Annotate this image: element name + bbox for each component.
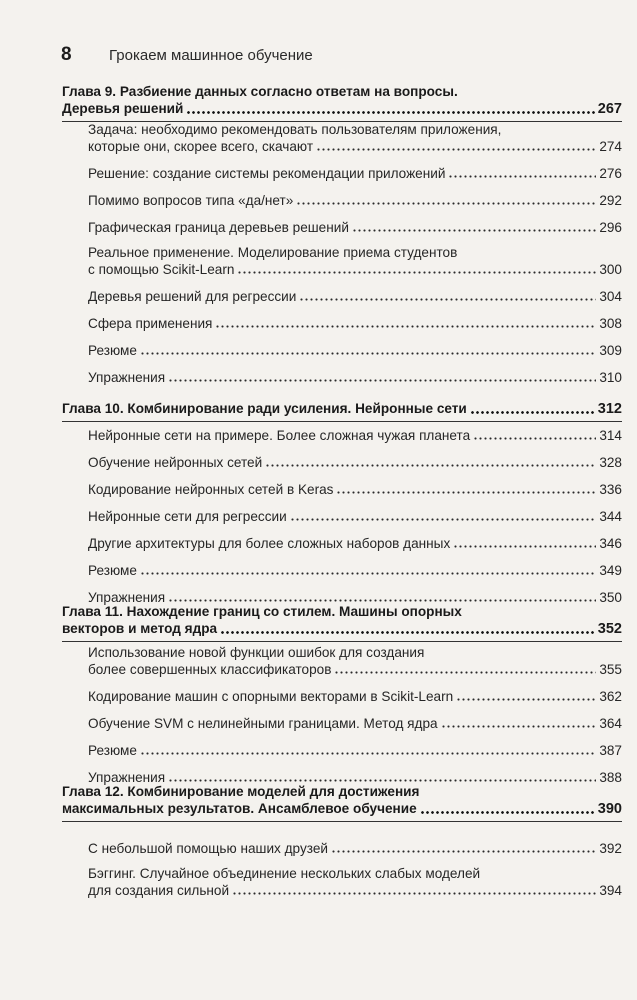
dot-leader xyxy=(265,464,596,467)
toc-section[interactable] xyxy=(88,742,622,759)
dot-leader xyxy=(140,752,596,755)
page-number: 8 xyxy=(61,44,72,65)
toc-entry-text: Резюме xyxy=(88,743,137,758)
dot-leader xyxy=(140,572,596,575)
toc-page-number: 350 xyxy=(599,590,622,605)
toc-entry-text: Другие архитектуры для более сложных наборов данных xyxy=(88,536,451,551)
toc-entry-text: Резюме xyxy=(88,563,137,578)
toc-entry-text: Задача: необходимо рекомендовать пользователям приложения, xyxy=(88,122,502,137)
toc-section[interactable] xyxy=(88,342,622,359)
toc-section[interactable] xyxy=(88,244,622,278)
chapter-divider xyxy=(62,821,622,823)
toc-section[interactable] xyxy=(88,315,622,332)
toc-entry-text: Глава 9. Разбиение данных согласно ответам на вопросы. xyxy=(62,84,458,99)
toc-page-number: 292 xyxy=(599,193,622,208)
toc-entry-text: Обучение SVM с нелинейными границами. Метод ядра xyxy=(88,716,438,731)
toc-section[interactable] xyxy=(88,165,622,182)
dot-leader xyxy=(168,779,596,782)
toc-entry-text: с помощью Scikit-Learn xyxy=(88,262,235,277)
toc-page-number: 308 xyxy=(599,316,622,331)
toc-page-number: 387 xyxy=(599,743,622,758)
toc-page-number: 388 xyxy=(599,770,622,785)
toc-entry-text: максимальных результатов. Ансамблевое обучение xyxy=(62,801,417,816)
toc-entry-text: Использование новой функции ошибок для создания xyxy=(88,645,425,660)
dot-leader xyxy=(215,325,596,328)
toc-section[interactable] xyxy=(88,715,622,732)
dot-leader xyxy=(456,698,596,701)
toc-entry-text: Деревья решений xyxy=(62,101,184,116)
toc-section[interactable] xyxy=(88,688,622,705)
dot-leader xyxy=(352,229,596,232)
toc-entry-text: Сфера применения xyxy=(88,316,213,331)
toc-page-number: 344 xyxy=(599,509,622,524)
dot-leader xyxy=(331,850,596,853)
toc-entry-text: более совершенных классификаторов xyxy=(88,662,332,677)
toc-page-number: 390 xyxy=(597,801,622,817)
toc-page-number: 328 xyxy=(599,455,622,470)
toc-section[interactable] xyxy=(88,508,622,525)
dot-leader xyxy=(441,725,597,728)
toc-page-number: 355 xyxy=(599,662,622,677)
toc-page-number: 352 xyxy=(597,621,622,637)
toc-section[interactable] xyxy=(88,121,622,155)
toc-entry-text: Глава 11. Нахождение границ со стилем. Машины опорных xyxy=(62,604,462,619)
dot-leader xyxy=(237,271,596,274)
toc-entry-text: Реальное применение. Моделирование приема студентов xyxy=(88,245,458,260)
toc-page-number: 304 xyxy=(599,289,622,304)
dot-leader xyxy=(470,411,595,414)
dot-leader xyxy=(453,545,596,548)
toc-entry-text: Кодирование машин с опорными векторами в Scikit-Learn xyxy=(88,689,454,704)
toc-page-number: 336 xyxy=(599,482,622,497)
dot-leader xyxy=(168,599,596,602)
toc-entry-text: для создания сильной xyxy=(88,883,230,898)
toc-page-number: 300 xyxy=(599,262,622,277)
toc-entry-text: Деревья решений для регрессии xyxy=(88,289,297,304)
toc-chapter[interactable] xyxy=(62,783,622,818)
chapter-divider xyxy=(62,641,622,643)
toc-page-number: 314 xyxy=(599,428,622,443)
toc-entry-text: Помимо вопросов типа «да/нет» xyxy=(88,193,294,208)
toc-page-number: 346 xyxy=(599,536,622,551)
toc-section[interactable] xyxy=(88,454,622,471)
toc-section[interactable] xyxy=(88,562,622,579)
toc-entry-text: Резюме xyxy=(88,343,137,358)
toc-page-number: 309 xyxy=(599,343,622,358)
toc-entry-text: векторов и метод ядра xyxy=(62,621,218,636)
toc-chapter[interactable] xyxy=(62,603,622,638)
toc-page-number: 296 xyxy=(599,220,622,235)
toc-page-number: 276 xyxy=(599,166,622,181)
dot-leader xyxy=(186,111,594,114)
toc-entry-text: Графическая граница деревьев решений xyxy=(88,220,349,235)
toc-page-number: 394 xyxy=(599,883,622,898)
chapter-divider xyxy=(62,421,622,423)
dot-leader xyxy=(336,491,596,494)
dot-leader xyxy=(299,298,596,301)
dot-leader xyxy=(334,671,596,674)
toc-section[interactable] xyxy=(88,219,622,236)
toc-entry-text: Обучение нейронных сетей xyxy=(88,455,263,470)
toc-entry-text: Кодирование нейронных сетей в Keras xyxy=(88,482,334,497)
dot-leader xyxy=(290,518,597,521)
dot-leader xyxy=(232,892,596,895)
dot-leader xyxy=(296,202,596,205)
toc-page-number: 310 xyxy=(599,370,622,385)
toc-entry-text: Глава 10. Комбинирование ради усиления. Нейронные сети xyxy=(62,401,467,416)
toc-section[interactable] xyxy=(88,481,622,498)
toc-section[interactable] xyxy=(88,535,622,552)
dot-leader xyxy=(220,631,595,634)
toc-section[interactable] xyxy=(88,644,622,678)
toc-entry-text: Бэггинг. Случайное объединение нескольких слабых моделей xyxy=(88,866,481,881)
running-header xyxy=(61,44,621,74)
toc-chapter[interactable] xyxy=(62,83,622,118)
toc-section[interactable] xyxy=(88,192,622,209)
toc-page-number: 364 xyxy=(599,716,622,731)
toc-entry-text: Упражнения xyxy=(88,770,166,785)
dot-leader xyxy=(420,811,595,814)
toc-page-number: 267 xyxy=(597,101,622,117)
dot-leader xyxy=(316,148,596,151)
toc-section[interactable] xyxy=(88,369,622,386)
toc-page-number: 392 xyxy=(599,841,622,856)
toc-section[interactable] xyxy=(88,288,622,305)
toc-chapter[interactable] xyxy=(62,400,622,418)
toc-entry-text: Упражнения xyxy=(88,370,166,385)
toc-entry-text: которые они, скорее всего, скачают xyxy=(88,139,314,154)
toc-entry-text: Упражнения xyxy=(88,590,166,605)
toc-page-number: 362 xyxy=(599,689,622,704)
toc-section[interactable] xyxy=(88,865,622,899)
toc-entry-text: Нейронные сети на примере. Более сложная чужая планета xyxy=(88,428,471,443)
toc-entry-text: Решение: создание системы рекомендации приложений xyxy=(88,166,446,181)
toc-section[interactable] xyxy=(88,840,622,857)
toc-page-number: 349 xyxy=(599,563,622,578)
toc-entry-text: Нейронные сети для регрессии xyxy=(88,509,287,524)
toc-page-number: 312 xyxy=(597,401,622,417)
dot-leader xyxy=(140,352,596,355)
dot-leader xyxy=(448,175,596,178)
toc-entry-text: Глава 12. Комбинирование моделей для достижения xyxy=(62,784,420,799)
toc-entry-text: С небольшой помощью наших друзей xyxy=(88,841,328,856)
dot-leader xyxy=(168,379,596,382)
dot-leader xyxy=(473,437,596,440)
toc-section[interactable] xyxy=(88,427,622,444)
book-title: Грокаем машинное обучение xyxy=(109,47,313,64)
toc-page-number: 274 xyxy=(599,139,622,154)
